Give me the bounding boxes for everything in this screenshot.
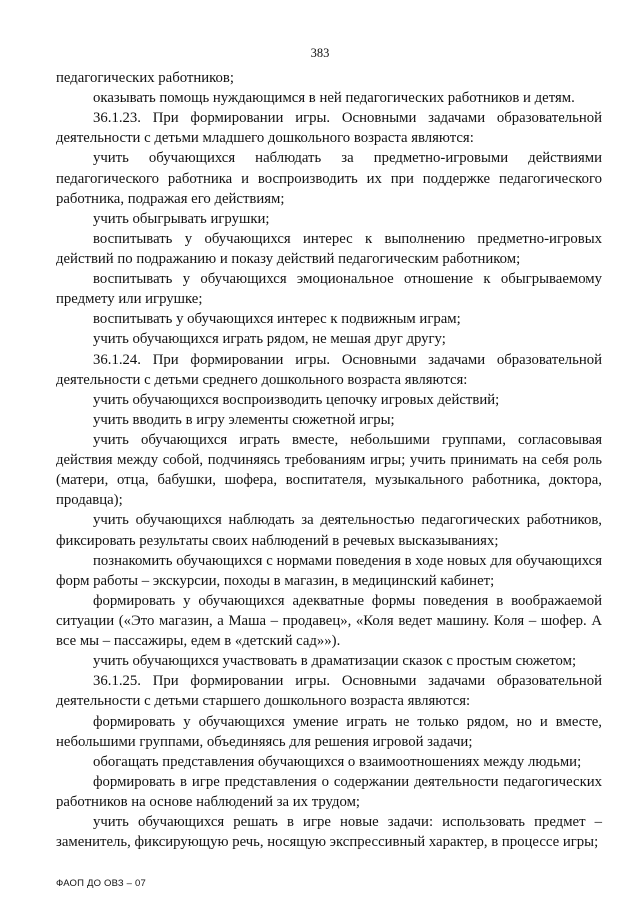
document-footer: ФАОП ДО ОВЗ – 07	[56, 878, 146, 889]
paragraph: познакомить обучающихся с нормами поведения в ходе новых для обучающихся форм работы – экскурсии, походы в магазин, в медицинский кабинет;	[56, 552, 602, 589]
paragraph: учить обучающихся играть вместе, небольшими группами, согласовывая действия между собой, подчиняясь требованиям игры; учить принимать на себя роль (матери, отца, бабушки, шофера, воспитателя, музыкального работника, доктора, продавца);	[56, 431, 602, 509]
document-body	[56, 68, 602, 852]
paragraph: учить обучающихся участвовать в драматизации сказок с простым сюжетом;	[93, 653, 577, 670]
section-heading-paragraph: 36.1.25. При формировании игры. Основными задачами образовательной деятельности с детьми старшего дошкольного возраста являются:	[56, 673, 602, 710]
paragraph: учить обучающихся решать в игре новые задачи: использовать предмет – заменитель, фиксирующую речь, носящую экспрессивный характер, в процессе игры;	[56, 814, 602, 851]
paragraph: педагогических работников;	[56, 70, 234, 86]
section-heading-paragraph: 36.1.23. При формировании игры. Основными задачами образовательной деятельности с детьми младшего дошкольного возраста являются:	[56, 110, 602, 147]
paragraph: воспитывать у обучающихся эмоциональное отношение к обыгрываемому предмету или игрушке;	[56, 271, 602, 308]
page-number: 383	[310, 46, 330, 60]
paragraph: учить обучающихся играть рядом, не мешая друг другу;	[93, 331, 446, 348]
paragraph: учить обучающихся наблюдать за предметно-игровыми действиями педагогического работника и воспроизводить их при поддержке педагогического работника, подражая его действиям;	[56, 150, 602, 207]
paragraph: оказывать помощь нуждающимся в ней педагогических работников и детям.	[93, 90, 575, 107]
section-heading-paragraph: 36.1.24. При формировании игры. Основными задачами образовательной деятельности с детьми среднего дошкольного возраста являются:	[56, 351, 602, 388]
paragraph: формировать у обучающихся умение играть не только рядом, но и вместе, небольшими группами, объединяясь для решения игровой задачи;	[56, 713, 602, 750]
paragraph: формировать в игре представления о содержании деятельности педагогических работников на основе наблюдений за их трудом;	[56, 773, 602, 810]
paragraph: учить обучающихся наблюдать за деятельностью педагогических работников, фиксировать результаты своих наблюдений в речевых высказываниях;	[56, 512, 602, 549]
paragraph: обогащать представления обучающихся о взаимоотношениях между людьми;	[93, 753, 582, 770]
paragraph: воспитывать у обучающихся интерес к подвижным играм;	[93, 311, 461, 328]
paragraph: учить обучающихся воспроизводить цепочку игровых действий;	[93, 391, 500, 408]
paragraph: воспитывать у обучающихся интерес к выполнению предметно-игровых действий по подражанию и показу действий педагогическим работником;	[56, 230, 602, 267]
paragraph: учить вводить в игру элементы сюжетной игры;	[93, 411, 395, 428]
paragraph: учить обыгрывать игрушки;	[93, 210, 270, 227]
paragraph: формировать у обучающихся адекватные формы поведения в воображаемой ситуации («Это магазин, а Маша – продавец», «Коля ведет машину. Коля – шофер. А все мы – пассажиры, едем в «детский сад»»).	[56, 592, 602, 650]
